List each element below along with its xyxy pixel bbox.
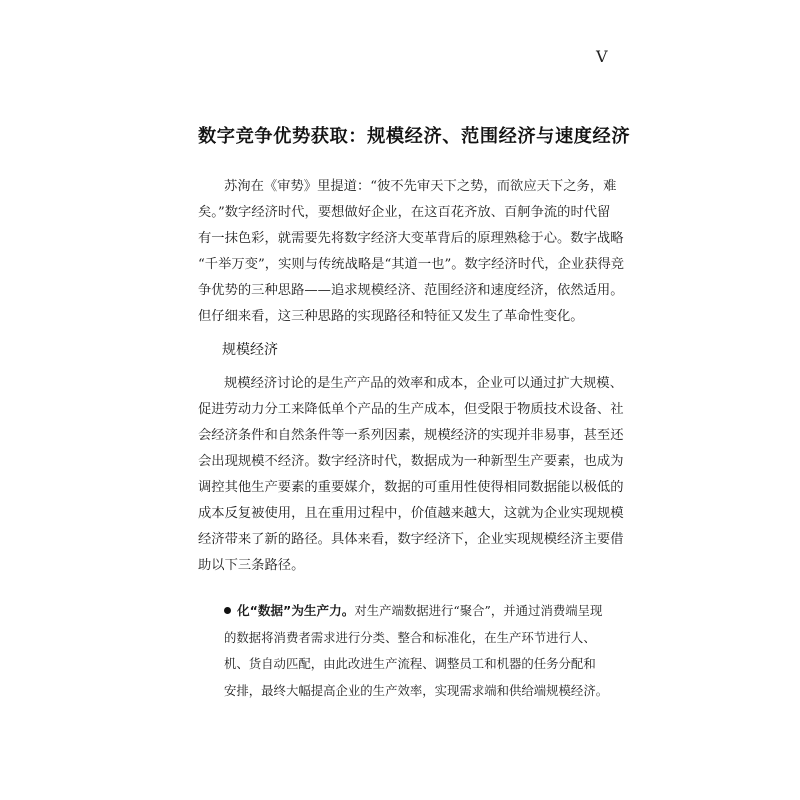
paragraph-line: 有一抹色彩，就需要先将数字经济大变革背后的原理熟稔于心。数字战略: [198, 231, 624, 246]
subheading-scale-economy: 规模经济: [222, 342, 278, 358]
paragraph-line: 苏洵在《审势》里提道：“彼不先审天下之势，而欲应天下之务，难: [224, 179, 617, 194]
bullet-line: 的数据将消费者需求进行分类、整合和标准化，在生产环节进行人、: [224, 629, 596, 645]
paragraph-line: 会出现规模不经济。数字经济时代，数据成为一种新型生产要素，也成为: [198, 454, 624, 469]
paragraph-line: 经济带来了新的路径。具体来看，数字经济下，企业实现规模经济主要借: [198, 532, 624, 547]
bullet-lead: 化“数据”为生产力。: [237, 603, 355, 618]
paragraph-line: 助以下三条路径。: [198, 558, 305, 573]
section-title: 数字竞争优势获取：规模经济、范围经济与速度经济: [198, 126, 631, 147]
page-number: V: [596, 47, 608, 66]
paragraph-line: 矣。”数字经济时代，要想做好企业，在这百花齐放、百舸争流的时代留: [198, 205, 611, 220]
bullet-text: 对生产端数据进行“聚合”，并通过消费端呈现: [354, 603, 603, 618]
bullet-line: 机、货自动匹配，由此改进生产流程、调整员工和机器的任务分配和: [224, 656, 596, 671]
bullet-item: [224, 598, 616, 704]
paragraph-line: 规模经济讨论的是生产产品的效率和成本，企业可以通过扩大规模、: [224, 376, 623, 391]
intro-paragraph: [198, 174, 625, 330]
bullet-line: 安排，最终大幅提高企业的生产效率，实现需求端和供给端规模经济。: [224, 682, 609, 698]
paragraph-line: “千举万变”，实则与传统战略是“其道一也”。数字经济时代，企业获得竞: [198, 257, 625, 272]
paragraph-line: 调控其他生产要素的重要媒介，数据的可重用性使得相同数据能以极低的: [198, 480, 624, 495]
scale-economy-paragraph: [198, 371, 624, 579]
paragraph-line: 争优势的三种思路——追求规模经济、范围经济和速度经济，依然适用。: [198, 283, 624, 298]
bullet-first-line: [224, 598, 616, 625]
paragraph-line: 促进劳动力分工来降低单个产品的生产成本，但受限于物质技术设备、社: [198, 402, 624, 417]
paragraph-line: 成本反复被使用，且在重用过程中，价值越来越大，这就为企业实现规模: [198, 506, 624, 521]
paragraph-line: 会经济条件和自然条件等一系列因素，规模经济的实现并非易事，甚至还: [198, 428, 624, 443]
paragraph-line: 但仔细来看，这三种思路的实现路径和特征又发生了革命性变化。: [198, 309, 584, 324]
bullet-dot-icon: [224, 607, 231, 614]
